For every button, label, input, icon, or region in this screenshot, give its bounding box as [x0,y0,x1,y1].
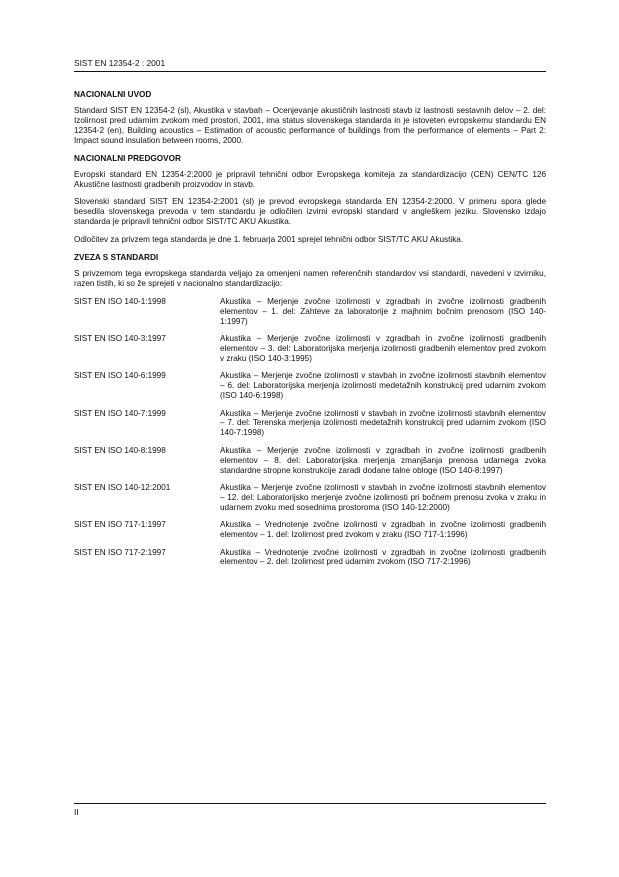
reference-row [74,297,546,327]
paragraph-predgovor-1: Evropski standard EN 12354-2:2000 je pripravil tehnični odbor Evropskega komiteja za standardizacijo (CEN) CEN/TC 126 Akustične lastnosti gradbenih proizvodov in stavb. [74,169,546,189]
section-title-predgovor: NACIONALNI PREDGOVOR [74,153,181,163]
paragraph-zveza-intro: S privzemom tega evropskega standarda veljajo za omenjeni namen referenčnih standardov vsi standardi, navedeni v izvirniku, razen tistih, ki so že sprejeti v nacionalno standardizacijo: [74,269,546,288]
page-content [74,90,546,575]
reference-code: SIST EN ISO 140-8:1998 [74,445,166,455]
page-number: II [74,807,79,817]
reference-description: Akustika – Merjenje zvočne izolirnosti v zgradbah in zvočne izolirnosti gradbenih elementov – 3. del: Laboratorijska merjenja izolirnosti gradbenih elementov pred zvokom v zraku (ISO 140-3:1995) [220,334,546,363]
reference-code: SIST EN ISO 140-7:1999 [74,408,166,418]
section-title-zveza: ZVEZA S STANDARDI [74,253,159,263]
section-zveza-s-standardi [74,253,546,567]
reference-code: SIST EN ISO 140-6:1999 [74,371,166,381]
reference-code: SIST EN ISO 717-2:1997 [74,547,166,557]
reference-row [74,371,546,401]
page-header: SIST EN 12354-2 : 2001 [74,58,546,72]
reference-row [74,483,546,513]
section-nacionalni-predgovor [74,154,546,245]
reference-description: Akustika – Merjenje zvočne izolirnosti v stavbah in zvočne izolirnosti stavbnih elementov – 6. del: Laboratorijska merjenja izolirnosti medetažnih konstrukcij pred udarnim zvokom (ISO 140-6:1998) [220,371,546,401]
reference-row [74,446,546,476]
reference-description: Akustika – Merjenje zvočne izolirnosti v stavbah in zvočne izolirnosti stavbnih elementov – 7. del: Terenska merjenja izolirnosti medetažnih konstrukcij pred udarnim zvokom (ISO 140-7:1998) [220,408,546,438]
reference-row [74,520,546,540]
reference-code: SIST EN ISO 140-3:1997 [74,334,166,344]
footer-divider [74,803,546,804]
paragraph-predgovor-3: Odločitev za privzem tega standarda je dne 1. februarja 2001 sprejel tehnični odbor SIST/TC AKU Akustika. [74,235,464,245]
reference-row [74,334,546,364]
reference-description: Akustika – Vrednotenje zvočne izolirnosti v zgradbah in zvočne izolirnosti gradbenih elementov – 1. del: Izolirnost pred zvokom v zraku (ISO 717-1:1996) [220,520,546,540]
reference-row [74,548,546,568]
paragraph-uvod-1: Standard SIST EN 12354-2 (sl), Akustika v stavbah – Ocenjevanje akustičnih lastnosti stavb iz lastnosti sestavnih delov – 2. del: Izolirnost pred udarnim zvokom med prostori, 2001, ima status slovenskega standarda in je istoveten evropskemu standardu EN 12354-2 (en), Building acoustics – Estimation of acoustic performance of buildings from the performance of elements – Part 2: Impact sound insulation between rooms, 2000. [74,106,546,145]
paragraph-predgovor-2: Slovenski standard SIST EN 12354-2:2001 (sl) je prevod evropskega standarda EN 12354-2:2000. V primeru spora glede besedila slovenskega prevoda v tem standardu je odločilen izvirni evropski standard v angleškem jeziku. Slovensko izdajo standarda je pripravil tehnični odbor SIST/TC AKU Akustika. [74,197,546,227]
section-title-uvod: NACIONALNI UVOD [74,90,152,99]
reference-description: Akustika – Vrednotenje zvočne izolirnosti v zgradbah in zvočne izolirnosti gradbenih elementov – 2. del: Izolirnost pred udarnim zvokom (ISO 717-2:1996) [220,547,546,567]
reference-row [74,409,546,439]
reference-code: SIST EN ISO 717-1:1997 [74,520,166,530]
reference-description: Akustika – Merjenje zvočne izolirnosti v zgradbah in zvočne izolirnosti gradbenih elementov – 8. del: Laboratorijska merjenja zmanjšanja prenosa udarnega zvoka standardne stropne konstrukcije zaradi dodane talne obloge (ISO 140-8:1997) [220,445,546,475]
reference-code: SIST EN ISO 140-12:2001 [74,482,171,492]
reference-description: Akustika – Merjenje zvočne izolirnosti v stavbah in zvočne izolirnosti stavbnih elementov – 12. del: Laboratorijsko merjenje zvočne izolirnosti pri bočnem prenosu zvoka v zraku in udarnem zvoku med sosednima prostoroma (ISO 140-12:2000) [220,482,546,512]
reference-code: SIST EN ISO 140-1:1998 [74,296,166,306]
section-nacionalni-uvod [74,90,546,146]
reference-description: Akustika – Merjenje zvočne izolirnosti v zgradbah in zvočne izolirnosti gradbenih elementov – 1. del: Zahteve za laboratorije z majhnim bočnim prenosom (ISO 140-1:1997) [220,296,546,326]
reference-list [74,297,546,567]
